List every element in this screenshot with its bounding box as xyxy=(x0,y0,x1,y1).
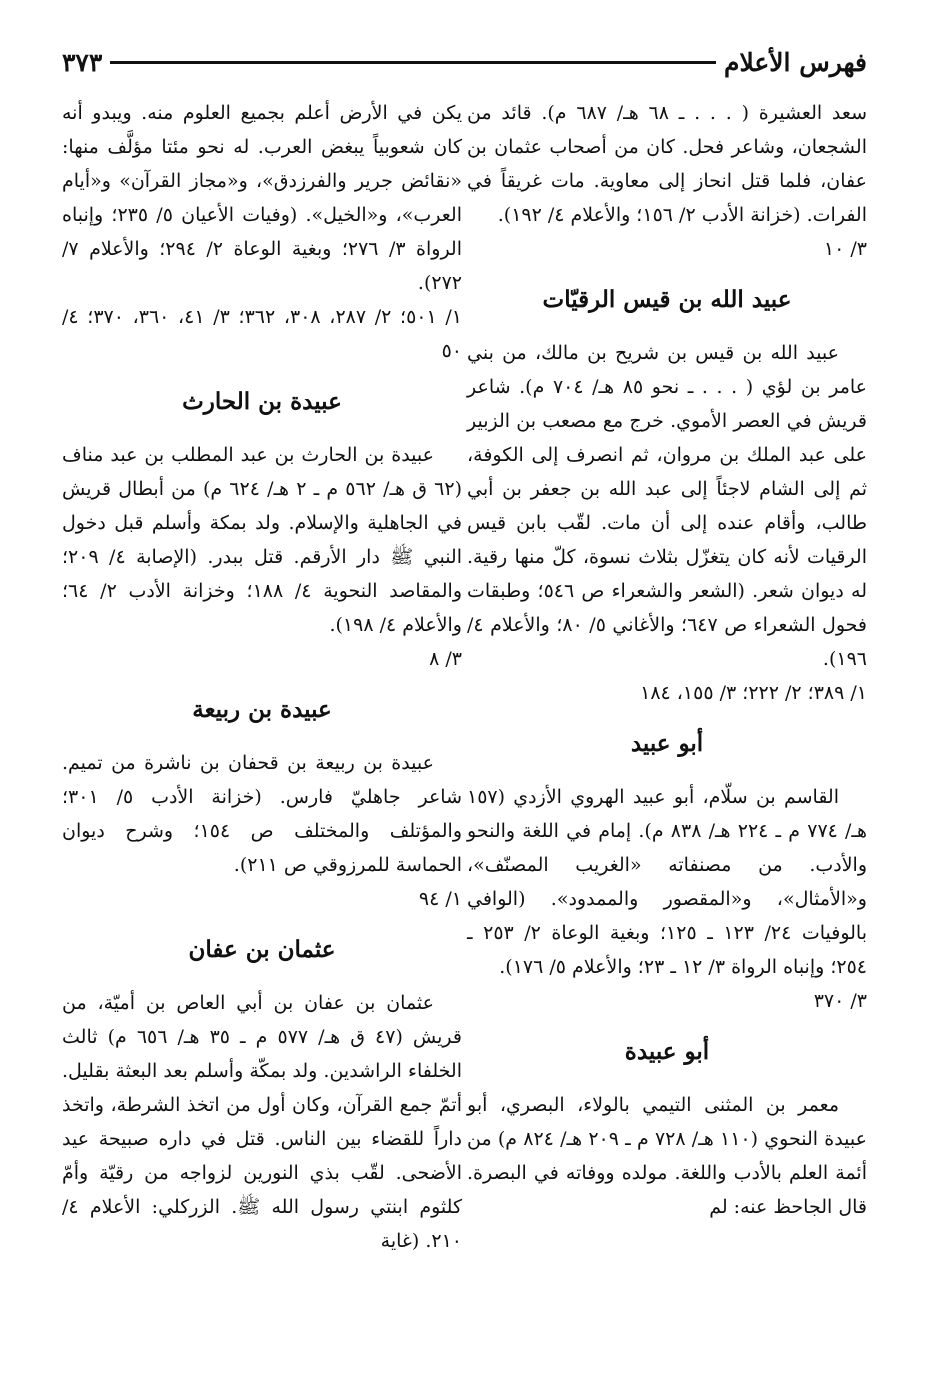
entry xyxy=(467,724,867,1018)
entry-title: عبيدة بن ربيعة xyxy=(192,696,332,723)
entry-refs: ٣/ ٨ xyxy=(429,648,462,670)
entry xyxy=(467,280,867,710)
entry-body: عثمان بن عفان بن أبي العاص بن أميّة، من قريش (٤٧ ق هـ/ ٥٧٧ م ـ ٣٥ هـ/ ٦٥٦ م) ثالث الخلفاء الراشدين. ولد بمكّة وأسلم بعد البعثة بقليل. أتمّ جمع القرآن، وكان أول من اتخذ الشرطة، واتخذ داراً للقضاء بين الناس. قتل في داره صبيحة عيد الأضحى. لقّب بذي النورين لزواجه من رقيّة وأمّ كلثوم ابنتي رسول الله ﷺ. الزركلي: الأعلام ٤/ ٢١٠. (غاية xyxy=(62,992,463,1252)
entry-body: القاسم بن سلّام، أبو عبيد الهروي الأزدي (١٥٧ هـ/ ٧٧٤ م ـ ٢٢٤ هـ/ ٨٣٨ م). إمام في اللغة والنحو والأدب. من مصنفاته «الغريب المصنّف»، و«الأمثال»، و«المقصور والممدود». (الوافي بالوفيات ٢٤/ ١٢٣ ـ ١٢٥؛ وبغية الوعاة ٢/ ٢٥٣ ـ ٢٥٤؛ وإنباه الرواة ٣/ ١٢ ـ ٢٣؛ والأعلام ٥/ ١٧٦). xyxy=(467,786,868,978)
entry-title: عثمان بن عفان xyxy=(188,936,336,963)
page-header xyxy=(62,42,867,82)
entry-body: معمر بن المثنى التيمي بالولاء، البصري، أبو عبيدة النحوي (١١٠ هـ/ ٧٢٨ م ـ ٢٠٩ هـ/ ٨٢٤ م) من أئمة العلم بالأدب واللغة. مولده ووفاته في البصرة. قال الجاحظ عنه: لم xyxy=(467,1094,867,1218)
entry-body: يكن في الأرض أعلم بجميع العلوم منه. ويبدو أنه كان شعوبياً يبغض العرب. له نحو مئتا مؤلَّف منها: «نقائض جرير والفرزدق»، و«مجاز القرآن» و«أيام العرب»، و«الخيل». (وفيات الأعيان ٥/ ٢٣٥؛ وإنباه الرواة ٣/ ٢٧٦؛ وبغية الوعاة ٢/ ٢٩٤؛ والأعلام ٧/ ٢٧٢). xyxy=(62,102,462,294)
left-column xyxy=(62,96,462,1264)
header-rule xyxy=(110,61,716,64)
index-title: فهرس الأعلام xyxy=(723,47,867,77)
entry-body: عبيدة بن الحارث بن عبد المطلب بن عبد مناف (٦٢ ق هـ/ ٥٦٢ م ـ ٢ هـ/ ٦٢٤ م) من أبطال قريش في الجاهلية والإسلام. ولد بمكة وأسلم قبل دخول النبي ﷺ دار الأرقم. قتل ببدر. (الإصابة ٤/ ٢٠٩؛ والمقاصد النحوية ٤/ ١٨٨؛ وخزانة الأدب ٢/ ٦٤؛ والأعلام ٤/ ١٩٨). xyxy=(62,444,463,636)
entry-refs: ١/ ٩٤ xyxy=(418,888,462,910)
page-number: ٣٧٣ xyxy=(62,47,103,77)
entry-body: عبيد الله بن قيس بن شريح بن مالك، من بني عامر بن لؤي ( . . . ـ نحو ٨٥ هـ/ ٧٠٤ م). شاعر قريش في العصر الأموي. خرج مع مصعب بن الزبير على عبد الملك بن مروان، ثم انصرف إلى الكوفة، ثم إلى الشام لاجئاً إلى عبد الله بن جعفر بن أبي طالب، وأقام عنده إلى أن مات. لقّب بابن قيس الرقيات لأنه كان يتغزّل بثلاث نسوة، كلّ منها رقية. له ديوان شعر. (الشعر والشعراء ص ٥٤٦؛ وطبقات فحول الشعراء ص ٦٤٧؛ والأغاني ٥/ ٨٠؛ والأعلام ٤/ ١٩٦). xyxy=(467,342,867,670)
entry-body: عبيدة بن ربيعة بن قحفان بن ناشرة من تميم. شاعر جاهليّ فارس. (خزانة الأدب ٥/ ٣٠١؛ والمؤتلف والمختلف ص ١٥٤؛ وشرح ديوان الحماسة للمرزوقي ص ٢١١). xyxy=(62,752,462,876)
right-column xyxy=(467,96,867,1230)
entry-title: أبو عبيد xyxy=(630,730,704,757)
entry xyxy=(62,382,462,676)
entry-title: عبيد الله بن قيس الرقيّات xyxy=(542,286,792,313)
entry xyxy=(467,1032,867,1224)
entry-body: سعد العشيرة ( . . . ـ ٦٨ هـ/ ٦٨٧ م). قائد من الشجعان، وشاعر فحل. كان من أصحاب عثمان بن عفان، فلما قتل انحاز إلى معاوية. مات غريقاً في الفرات. (خزانة الأدب ٢/ ١٥٦؛ والأعلام ٤/ ١٩٢). xyxy=(467,102,867,226)
entry-continued xyxy=(467,96,867,266)
entry-refs: ١/ ٥٠١؛ ٢/ ٢٨٧، ٣٠٨، ٣٦٢؛ ٣/ ٤١، ٣٦٠، ٣٧٠؛ ٤/ ٥٠ xyxy=(62,306,462,362)
entry-refs: ٣/ ١٠ xyxy=(823,238,867,260)
entry xyxy=(62,930,462,1258)
entry-title: أبو عبيدة xyxy=(624,1038,710,1065)
entry-refs: ٣/ ٣٧٠ xyxy=(813,990,867,1012)
entry-refs: ١/ ٣٨٩؛ ٢/ ٢٢٢؛ ٣/ ١٥٥، ١٨٤ xyxy=(640,682,867,704)
entry-continued xyxy=(62,96,462,368)
entry-title: عبيدة بن الحارث xyxy=(182,388,342,415)
entry xyxy=(62,690,462,916)
